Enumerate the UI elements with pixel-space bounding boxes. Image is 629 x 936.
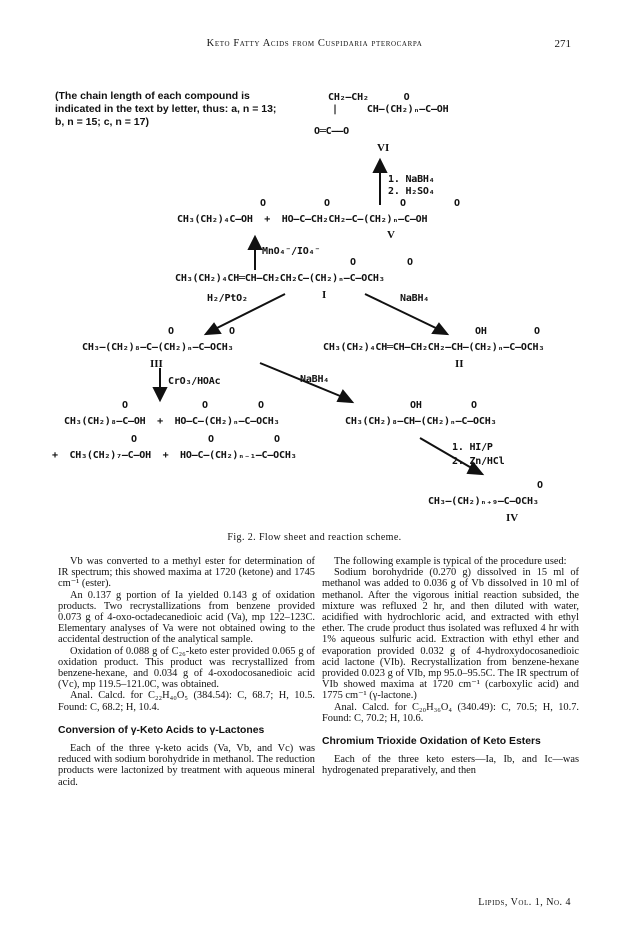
- label-III: III: [150, 358, 163, 370]
- paragraph: Sodium borohydride (0.270 g) dissolved in 15 ml of methanol was added to 0.036 g of Vb dissolved in 10 ml of methanol. After the vigorous initial reaction subsided, the mixture was refluxed 2 hr, and then diluted with water, acidified with hydrochloric acid, and extracted with ethyl ether. The crude product thus isolated was refluxed 4 hr with 1% aqueous sulfuric acid. Extraction with ethyl ether and evaporation provided 0.032 g of 4-hydroxydocosanedioic acid lactone (VIb). Recrystallization from benzene-hexane provided 0.023 g of VIb, mp 95.0–95.5C. The IR spectrum of VIb showed maxima at 1720 cm⁻¹ (carboxylic acid) and 1775 cm⁻¹ (γ-lactone.): [322, 567, 579, 702]
- compound-V: CH₃(CH₂)₄C—OH + HO—C—CH₂CH₂—C—(CH₂)ₙ—C—OH: [177, 214, 428, 225]
- running-title: Keto Fatty Acids from Cuspidaria pterocarpa: [206, 38, 423, 49]
- reagent-nabh4-1: 1. NaBH₄: [388, 174, 435, 185]
- label-IV: IV: [506, 512, 519, 524]
- oxo-hydroxy: O: [471, 400, 477, 411]
- reagent-zn-hcl: 2. Zn/HCl: [452, 456, 505, 467]
- products-row-1: CH₃(CH₂)₈—C—OH + HO—C—(CH₂)ₙ—C—OCH₃: [64, 416, 280, 427]
- oxo-prod-6: O: [274, 434, 280, 445]
- oxo-V-4: O: [454, 198, 460, 209]
- figure-caption: Fig. 2. Flow sheet and reaction scheme.: [227, 532, 402, 543]
- oxo-V-3: O: [400, 198, 406, 209]
- reagent-hi-p: 1. HI/P: [452, 442, 493, 453]
- paragraph: Anal. Calcd. for C₂₂H₄₀O₅ (384.54): C, 68.7; H, 10.5. Found: C, 68.2; H, 10.4.: [58, 690, 315, 713]
- reagent-h2so4: 2. H₂SO₄: [388, 186, 435, 197]
- oxo-prod-3: O: [258, 400, 264, 411]
- oxo-III-1: O: [168, 326, 174, 337]
- oxo-prod-2: O: [202, 400, 208, 411]
- compound-III: CH₃—(CH₂)₈—C—(CH₂)ₙ—C—OCH₃: [82, 342, 234, 353]
- oxo-IV: O: [537, 480, 543, 491]
- section-heading: Conversion of γ-Keto Acids to γ-Lactones: [58, 724, 265, 736]
- oxo-prod-5: O: [208, 434, 214, 445]
- paragraph: Each of the three γ-keto acids (Va, Vb, and Vc) was reduced with sodium borohydride in methanol. The reduction products were lactonized by treatment with aqueous mineral acid.: [58, 743, 315, 788]
- journal-footer: Lipids, Vol. 1, No. 4: [478, 897, 571, 908]
- oxo-II: O: [534, 326, 540, 337]
- right-column: [322, 556, 579, 777]
- oxo-V-2: O: [324, 198, 330, 209]
- lactone-line1: CH₂—CH₂ O: [328, 92, 410, 103]
- compound-II: CH₃(CH₂)₄CH═CH—CH₂CH₂—CH—(CH₂)ₙ—C—OCH₃: [323, 342, 545, 353]
- label-I: I: [322, 289, 327, 301]
- hydroxyl-II: OH: [475, 326, 487, 337]
- oxo-III-2: O: [229, 326, 235, 337]
- reagent-permanganate: MnO₄⁻/IO₄⁻: [262, 246, 321, 257]
- section-heading: Chromium Trioxide Oxidation of Keto Esters: [322, 736, 541, 748]
- reagent-cro3: CrO₃/HOAc: [168, 376, 221, 387]
- lactone-line2: | CH—(CH₂)ₙ—C—OH: [332, 104, 449, 115]
- hydroxy-ester: CH₃(CH₂)₈—CH—(CH₂)ₙ—C—OCH₃: [345, 416, 497, 427]
- paragraph: The following example is typical of the procedure used:: [334, 556, 567, 567]
- oxo-I-1: O: [350, 257, 356, 268]
- label-V: V: [387, 229, 395, 241]
- oxo-I-2: O: [407, 257, 413, 268]
- products-row-2: + CH₃(CH₂)₇—C—OH + HO—C—(CH₂)ₙ₋₁—C—OCH₃: [52, 450, 297, 461]
- reagent-h2-pto2: H₂/PtO₂: [207, 293, 248, 304]
- paragraph: Anal. Calcd. for C₂₀H₃₆O₄ (340.49): C, 70.5; H, 10.7. Found: C, 70.2; H, 10.6.: [322, 701, 579, 724]
- paragraph: Vb was converted to a methyl ester for determination of IR spectrum; this showed maxima at 1720 (ketone) and 1745 cm⁻¹ (ester).: [58, 556, 315, 590]
- lactone-line3: O═C——O: [314, 126, 349, 137]
- oxo-prod-4: O: [131, 434, 137, 445]
- reagent-nabh4-a: NaBH₄: [400, 293, 430, 304]
- compound-IV: CH₃—(CH₂)ₙ₊₉—C—OCH₃: [428, 496, 539, 507]
- paragraph: Each of the three keto esters—Ia, Ib, and Ic—was hydrogenated preparatively, and then: [322, 754, 579, 777]
- left-column: [58, 556, 315, 788]
- oxo-prod-1: O: [122, 400, 128, 411]
- page-number: 271: [554, 38, 571, 50]
- oxo-V-1: O: [260, 198, 266, 209]
- compound-I: CH₃(CH₂)₄CH═CH—CH₂CH₂C—(CH₂)ₙ—C—OCH₃: [175, 273, 385, 284]
- paragraph: Oxidation of 0.088 g of C₂₆-keto ester provided 0.065 g of oxidation product. This product was recrystallized from benzene-hexane, and 0.034 g of 4-oxodocosanedioic acid (Vc), mp 119.5–121.0C, was obtained.: [58, 645, 315, 691]
- label-VI: VI: [377, 142, 390, 154]
- reagent-nabh4-b: NaBH₄: [300, 374, 330, 385]
- label-II: II: [455, 358, 464, 370]
- hydroxyl-prod: OH: [410, 400, 422, 411]
- paragraph: An 0.137 g portion of Ia yielded 0.143 g of oxidation products. Two recrystallizations from benzene provided 0.073 g of 4-oxo-octadecanedioic acid (Va), mp 122–123C. Elementary analyses of Va were not obtained owing to the accidental destruction of the analytical sample.: [58, 589, 315, 646]
- chain-length-note: (The chain length of each compound is indicated in the text by letter, thus: a, n = 13; b, n = 15; c, n = 17): [55, 90, 277, 128]
